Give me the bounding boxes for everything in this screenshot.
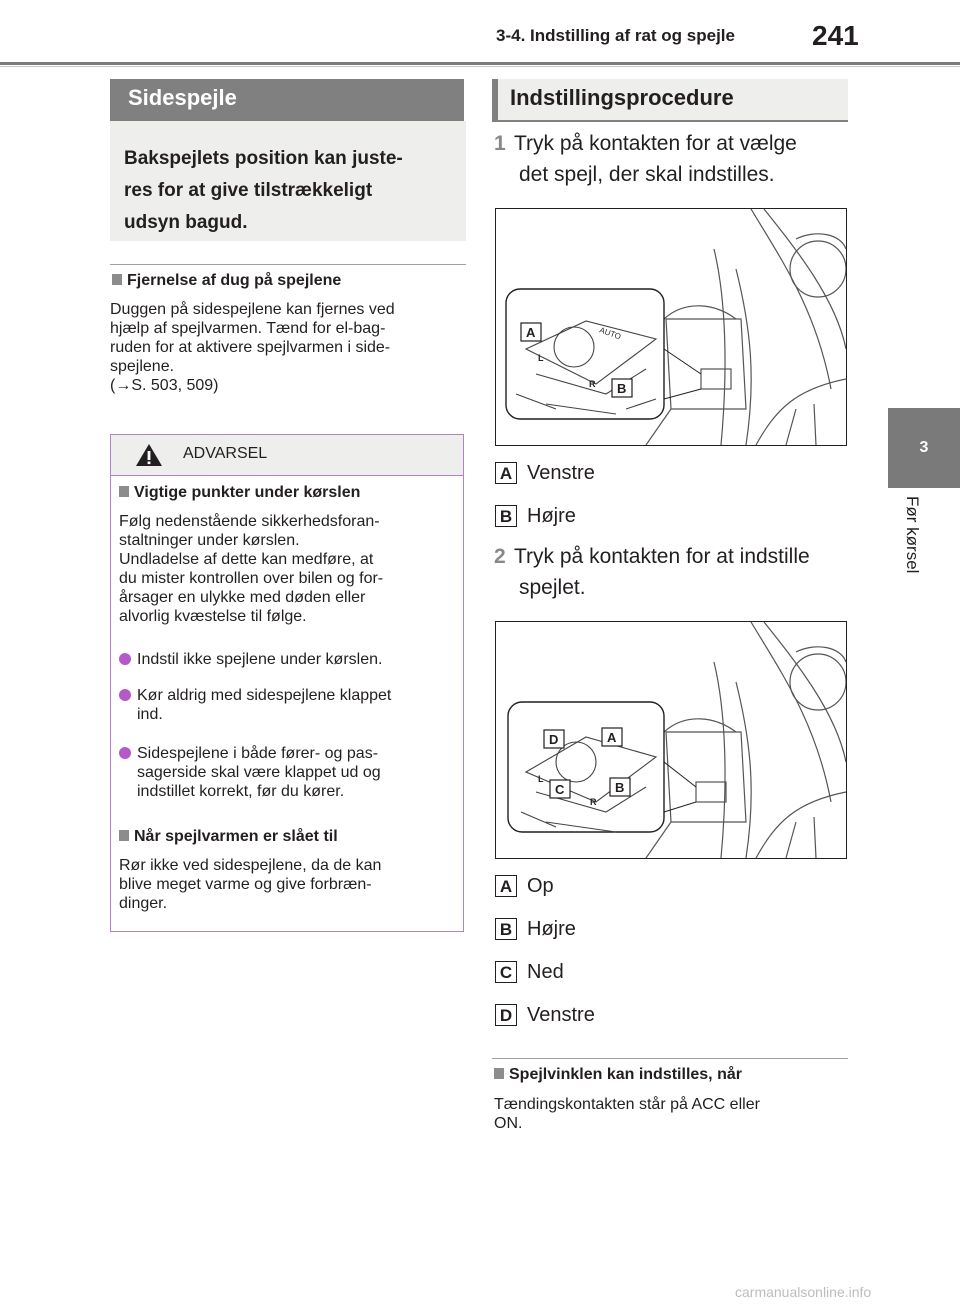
illustration-mirror-adjust (495, 621, 847, 859)
illustration-mirror-select (495, 208, 847, 446)
section-title-sidespejle: Sidespejle (110, 79, 464, 121)
legend-row: B Højre (495, 505, 835, 531)
legend-key: C (495, 961, 517, 983)
warning-subheading: Vigtige punkter under kørslen (119, 484, 360, 502)
chapter-tab: 3 (888, 408, 960, 488)
square-bullet-icon (119, 830, 129, 841)
fig1-l-label: L (538, 353, 544, 363)
round-bullet-icon (119, 689, 131, 701)
square-bullet-icon (494, 1068, 504, 1079)
intro-box (110, 121, 466, 241)
dashboard-drawing (496, 622, 846, 858)
warning-bullet: Indstil ikke spejlene under kørslen. (119, 650, 459, 669)
warning-header (111, 435, 463, 476)
square-bullet-icon (119, 486, 129, 497)
chapter-title: 3-4. Indstilling af rat og spejle (496, 26, 735, 45)
section-title-rule (492, 120, 848, 122)
dashboard-drawing (496, 209, 846, 445)
square-bullet-icon (112, 274, 122, 285)
watermark: carmanualsonline.info (735, 1284, 872, 1300)
warning-triangle-icon (135, 443, 163, 467)
note-heading: Spejlvinklen kan indstilles, når (494, 1066, 742, 1084)
legend-row: A Venstre (495, 462, 835, 488)
intro-line: res for at give tilstrækkeligt (124, 180, 373, 201)
warning-bullet: Kør aldrig med sidespejlene klappet ind. (119, 686, 459, 724)
divider (110, 264, 466, 265)
fig1-auto-label: AUTO (598, 325, 623, 342)
header-rule-thin (0, 66, 960, 67)
fig1-r-label: R (589, 379, 596, 389)
page-number: 241 (812, 20, 859, 51)
legend-row: C Ned (495, 961, 835, 987)
note-text: Tændingskontakten står på ACC eller ON. (494, 1096, 760, 1132)
legend-key: D (495, 1004, 517, 1026)
warning-subheading: Når spejlvarmen er slået til (119, 828, 338, 846)
warning-text: Rør ikke ved sidespejlene, da de kan blive meget varme og give forbræn- dinger. (119, 857, 382, 912)
warning-bullet: Sidespejlene i både fører- og pas- sagerside skal være klappet ud og indstillet korrekt, før du kører. (119, 744, 459, 801)
divider (492, 1058, 848, 1059)
step-2: 2 Tryk på kontakten for at indstille spejlet. (494, 545, 810, 599)
defog-text: Duggen på sidespejlene kan fjernes ved hjælp af spejlvarmen. Tænd for el-bag- ruden for at aktivere spejlvarmen i side- spejlene. (→S. 503, 509) (110, 301, 395, 394)
fig2-r-label: R (590, 797, 597, 807)
warning-text: Følg nedenstående sikkerhedsforan- staltninger under kørslen. Undladelse af dette kan medføre, at du mister kontrollen over bilen og for- årsager en ulykke med døden eller alvorlig kvæstelse til følge. (119, 513, 384, 625)
defog-heading: Fjernelse af dug på spejlene (112, 272, 341, 290)
legend-row: D Venstre (495, 1004, 835, 1030)
fig1-callout-a: A (526, 325, 536, 340)
fig2-callout-b: B (615, 780, 625, 795)
fig2-l-label: L (538, 774, 544, 784)
fig2-callout-a: A (607, 730, 617, 745)
intro-line: udsyn bagud. (124, 212, 248, 233)
legend-key: A (495, 875, 517, 897)
step-1: 1 Tryk på kontakten for at vælge det spejl, der skal indstilles. (494, 132, 797, 186)
legend-key: B (495, 505, 517, 527)
legend-key: B (495, 918, 517, 940)
legend-row: A Op (495, 875, 835, 901)
round-bullet-icon (119, 653, 131, 665)
section-title-procedure: Indstillingsprocedure (492, 79, 848, 121)
round-bullet-icon (119, 747, 131, 759)
fig1-callout-b: B (617, 381, 627, 396)
chapter-tab-label: Før kørsel (903, 496, 922, 574)
warning-box (110, 434, 464, 932)
warning-title: ADVARSEL (183, 445, 268, 462)
fig2-callout-c: C (555, 782, 565, 797)
fig2-callout-d: D (549, 732, 559, 747)
legend-row: B Højre (495, 918, 835, 944)
intro-line: Bakspejlets position kan juste- (124, 148, 403, 169)
header-rule (0, 62, 960, 65)
legend-key: A (495, 462, 517, 484)
